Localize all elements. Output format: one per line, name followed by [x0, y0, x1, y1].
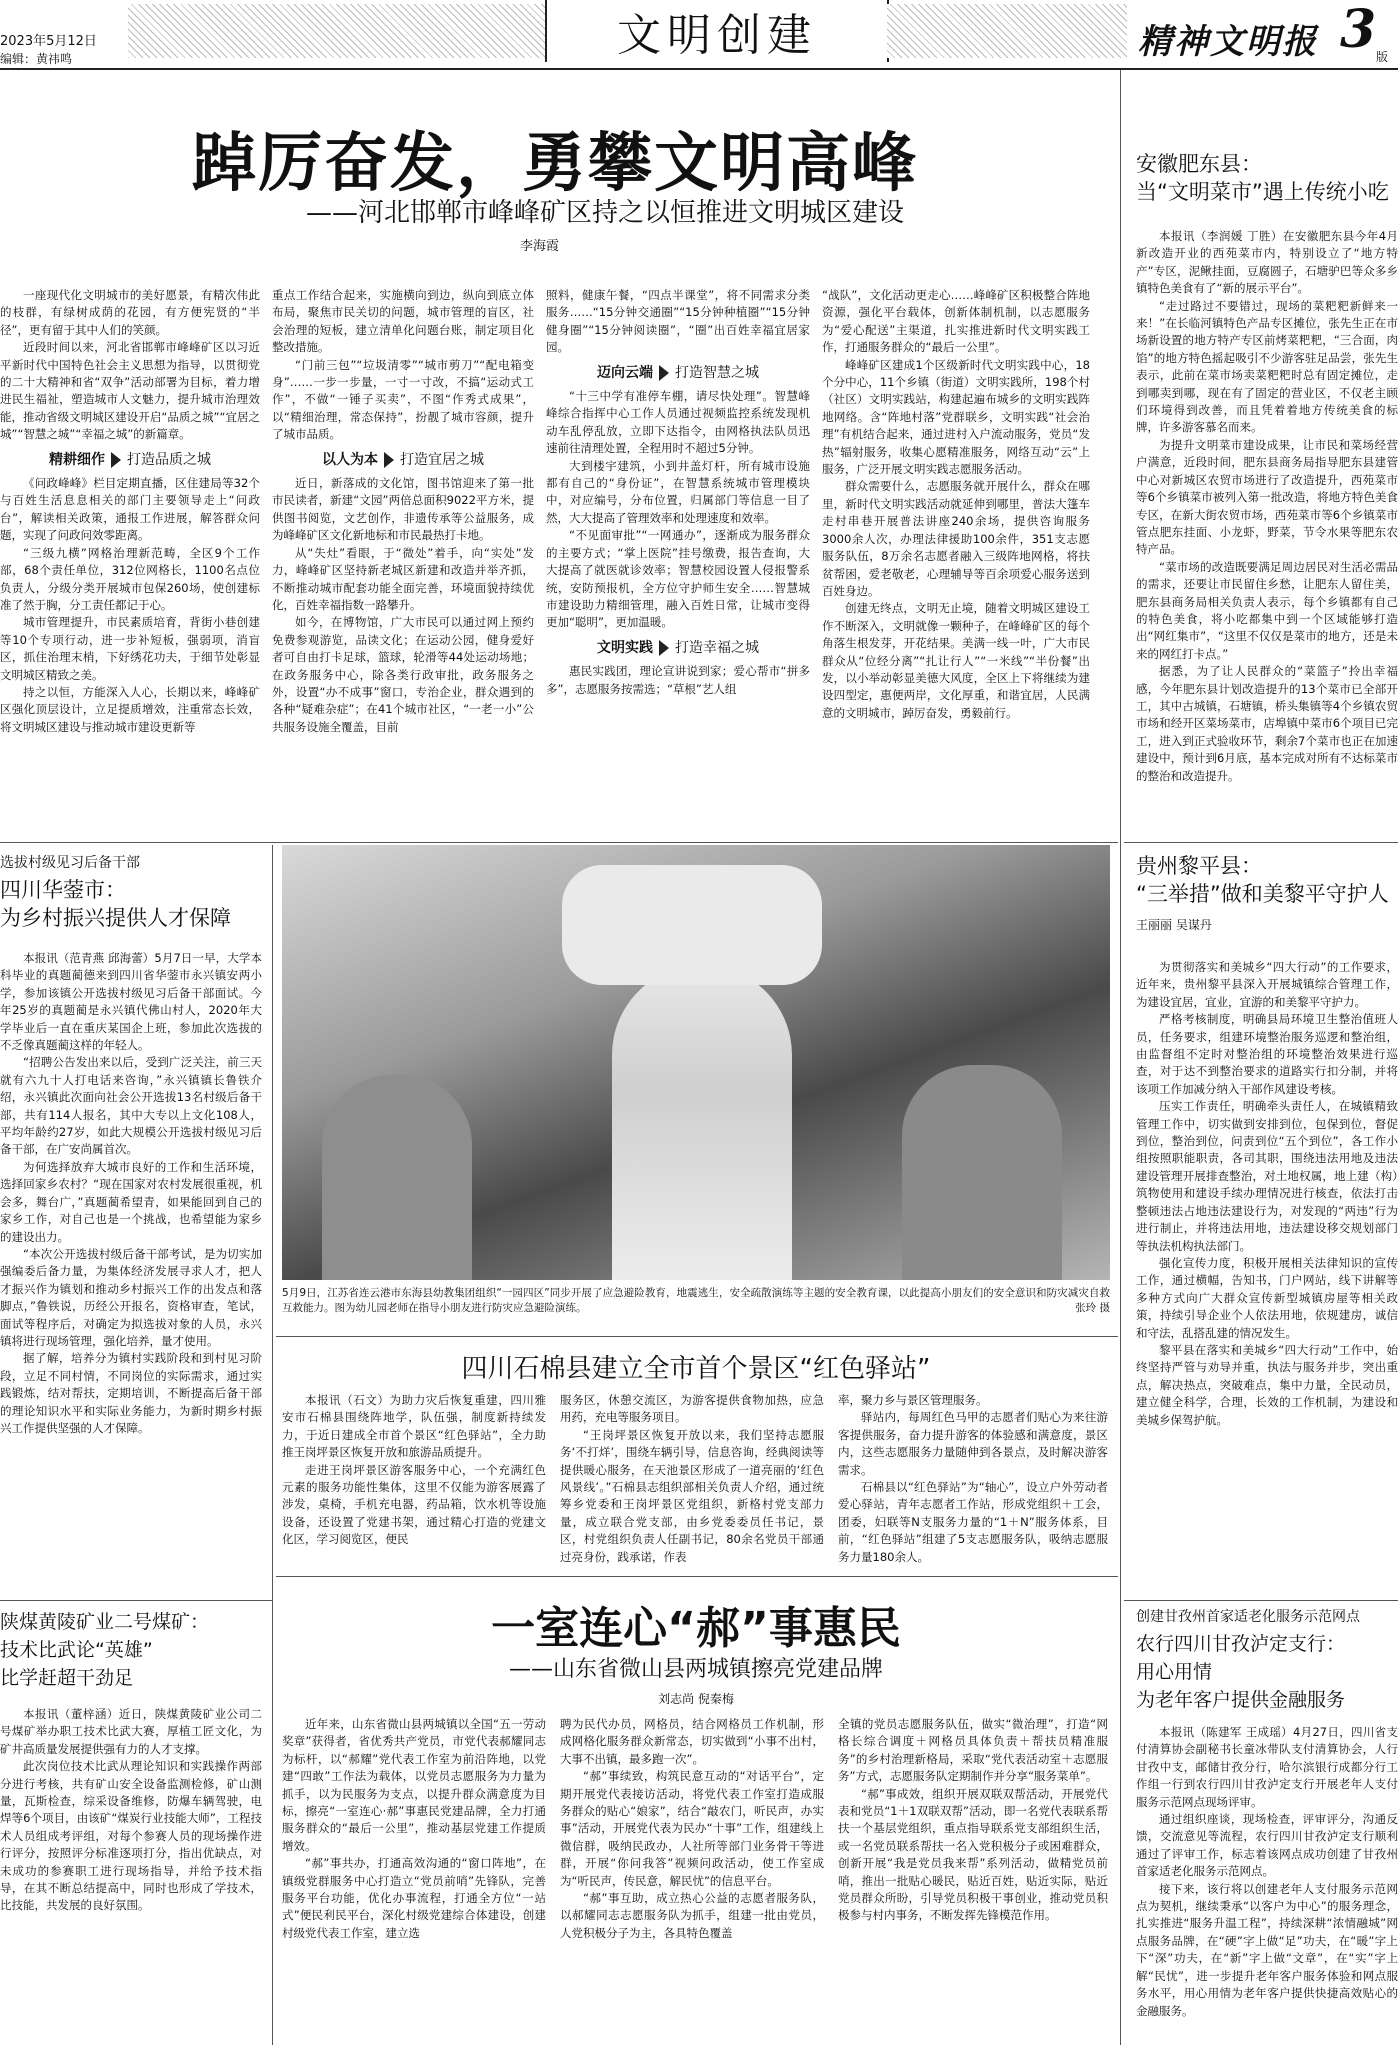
anhui-story	[1136, 150, 1398, 840]
subhead-arrow-icon	[384, 452, 394, 468]
subhead-refined-label: 精耕细作	[49, 451, 105, 468]
shaanxi-body	[0, 1706, 262, 2036]
guizhou-title-1: 贵州黎平县：	[1136, 854, 1262, 878]
lead-author: 李海霞	[520, 239, 560, 254]
lead-c2-p1: 重点工作结合起来，实施横向到边，纵向到底立体布局，聚焦市民关切的问题，城市管理的盲区，社会治理的短板，建立清单化问题台账，制定项目化整改措施。	[272, 288, 534, 355]
shandong-author: 刘志尚 倪秦梅	[658, 1692, 734, 1706]
photo-caption	[282, 1286, 1110, 1330]
ganzi-title-1: 农行四川甘孜泸定支行：	[1136, 1633, 1346, 1655]
shaanxi-title-2: 技术比武论“英雄”	[0, 1639, 153, 1661]
shandong-col-1	[282, 1716, 546, 2042]
huaying-title-2: 为乡村振兴提供人才保障	[0, 906, 231, 930]
subhead-refined-tail: 打造品质之城	[127, 451, 211, 468]
huaying-p3: 为何选择放弃大城市良好的工作和生活环境，选择回家乡农村？“现在国家对农村发展很重视，机会多，舞台广，”真题蔺希望青，如果能回到自己的家乡工作，对自己也是一个挑战，也希望能为家乡的建设出力。	[0, 1159, 262, 1244]
lead-column-1	[0, 287, 260, 842]
subhead-cloud-tail: 打造智慧之城	[675, 364, 759, 381]
lead-c1-p2: 近段时间以来，河北省邯郸市峰峰矿区以习近平新时代中国特色社会主义思想为指导，以贯彻党的二十大精神和省“双争”活动部署为目标，着力增进民生福祉，塑造城市人文魅力，提升城市治理效能，推动省级文明城区建设开启“品质之城”“宜居之城”“智慧之城”“幸福之城”的新篇章。	[0, 340, 260, 442]
lead-c2-p3: 近日，新落成的文化馆，图书馆迎来了第一批市民读者，新建“文园”两倍总面积9022平方米，提供图书阅览，文艺创作，非遗传承等公益服务，成为峰峰矿区文化新地标和市民最热打卡地。	[272, 476, 534, 543]
anhui-p5: 据悉，为了让人民群众的“菜篮子”拎出幸福感，今年肥东县计划改造提升的13个菜市已全部开工，其中古城镇，石塘镇，桥头集镇等4个乡镇农贸市场和经开区菜场菜市，店埠镇中菜市6个项目已完工，进入到正式验收环节，剩余7个菜市也正在加速建设中，预计到6月底，基本完成对所有不达标菜市的整治和改造提升。	[1136, 664, 1398, 783]
shandong-col-3	[838, 1716, 1108, 2042]
guizhou-p1: 为贯彻落实和美城乡“四大行动”的工作要求，近年来，贵州黎平县深入开展城镇综合管理工作，为建设宜居，宜业，宜游的和美黎平守护力。	[1136, 960, 1398, 1009]
page-label: 版	[1376, 50, 1389, 64]
ganzi-p2: 通过组织座谈，现场检查，评审评分，沟通反馈，交流意见等流程，农行四川甘孜泸定支行顺利通过了评审工作，标志着该网点成功创建了甘孜州首家适老化服务示范网点。	[1136, 1812, 1398, 1879]
guizhou-p4: 强化宣传力度，积极开展相关法律知识的宣传工作，通过横幅，告知书，门户网站，线下讲解等多种方式向广大群众宣传新型城镇房屋等相关政策，持续引导企业个人依法用地，依规建房，诚信和守法，乱搭乱建的情况发生。	[1136, 1255, 1398, 1340]
huaying-bottom-rule	[0, 1600, 272, 1601]
anhui-p2: “走过路过不要错过，现场的菜粑粑新鲜来一来！”在长临河镇特色产品专区摊位，张先生正在市场新设置的地方特产专区前烤菜粑粑，“三合面，肉馅”的地方特色摇起吸引不少游客驻足品尝，张先生表示，此前在菜市场卖菜粑粑时总有固定摊位，走到哪卖到哪，现在有了固定的营业区，不仅老主顾们环境得到改善，而且凭着着地方传统美食的标牌，许多游客慕名而来。	[1136, 298, 1398, 435]
photo-teacher-figure	[612, 965, 792, 1280]
lead-bottom-rule	[0, 842, 1118, 843]
lead-c4-p1: “战队”，文化活动更走心……峰峰矿区积极整合阵地资源，强化平台载体，创新体制机制，以志愿服务为“爱心配送”主渠道，扎实推进新时代文明实践工作，打通服务群众的“最后一公里”。	[822, 288, 1090, 355]
shaanxi-p2: 此次岗位技术比武从理论知识和实践操作两部分进行考核，共有矿山安全设备监测检修，矿山测量，瓦斯检查，综采设备维修，防爆车辆驾驶，电焊等6个项目，由该矿“煤炭行业技能大师”，工程技术人员组成考评组，对每个参赛人员的现场操作进行评分，按照评分标准逐项打分，指出优缺点，对未成功的参赛职工进行现场指导，并给予技术指导，在其不断总结提高中，同时也形成了学技术，比技能，共发展的良好氛围。	[0, 1759, 262, 1913]
photo-bottom-rule	[276, 1336, 1118, 1337]
news-photo	[282, 845, 1110, 1280]
masthead-right-hatch	[887, 4, 1127, 58]
subhead-arrow-icon	[111, 452, 121, 468]
photo-child-left	[322, 1075, 472, 1280]
masthead-left-hatch	[128, 4, 548, 58]
shaanxi-story	[0, 1608, 262, 2044]
lead-c3-p4: “不见面审批”“一网通办”，逐渐成为服务群众的主要方式；“掌上医院”挂号缴费，报告查询，大大提高了就医就诊效率；智慧校园设置人侵报警系统，安防预报机，全方位守护师生安全……智慧城市建设助力精细管理，融入百姓日常，让城市变得更加“聪明”，更加温暖。	[546, 528, 810, 630]
lead-c3-p2: “十三中学有准停车棚，请尽快处理”。智慧峰峰综合指挥中心工作人员通过视频监控系统发现机动车乱停乱放，立即下达指令，由网格执法队员迅速前往清理处置，全程用时不超过5分钟。	[546, 389, 810, 456]
anhui-title-1: 安徽肥东县：	[1136, 152, 1262, 176]
guizhou-body	[1136, 959, 1398, 1589]
huaying-p2: “招聘公告发出来以后，受到广泛关注，前三天就有六九十人打电话来咨询，”永兴镇镇长鲁铁介绍，永兴镇此次面向社会公开选拔13名村级后备干部，共有114人报名，其中大专以上文化108人，平均年龄约27岁，如此大规模公开选拔村级见习后备干部，在广安尚属首次。	[0, 1055, 262, 1157]
subhead-practice-tail: 打造幸福之城	[675, 639, 759, 656]
lead-c2-p5: 如今，在博物馆，广大市民可以通过网上预约免费参观游览，品读文化；在运动公园，健身爱好者可自由打卡足球，篮球，轮滑等44处运动场地；在政务服务中心，除各类行政审批，政务服务之外，设置“办不成事”窗口，专治企业，群众遇到的各种“疑难杂症”；在41个城市社区，“一老一小”公共服务设施全覆盖，目前	[272, 615, 534, 734]
subhead-people	[272, 452, 534, 469]
guizhou-p2: 严格考核制度，明确县局环境卫生整治值班人员，任务要求，组建环境整治服务巡逻和整治组，由监督组不定时对整治组的环境整治效果进行巡查，对于达不到整治要求的道路实行扣分制，并将该项工作加减分纳入干部作风建设考核。	[1136, 1012, 1398, 1096]
section-title: 文明创建	[617, 10, 817, 61]
shandong-c1-p2: “郝”事共办，打通高效沟通的“窗口阵地”，在镇级党群服务中心打造立“党员前哨”先锋队，完善服务平台功能，优化办事流程，打通全方位“一站式”便民利民平台，深化村级党建综合体建设，创建村级党代表工作室，建立选	[282, 1856, 546, 1940]
lead-title: 踔厉奋发，勇攀文明高峰	[192, 127, 918, 201]
guizhou-author: 王丽丽 吴谋丹	[1136, 918, 1212, 932]
red-station-c2-p1: 服务区，休憩交流区，为游客提供食物加热，应急用药，充电等服务项目。	[560, 1393, 824, 1425]
lead-c1-p5: 城市管理提升，市民素质培育，背街小巷创建等10个专项行动，进一步补短板，强弱项，消盲区，抓住治理末梢，下好绣花功夫，于细节处彰显文明城区精致之美。	[0, 615, 260, 682]
masthead-date: 2023年5月12日	[0, 34, 97, 49]
section-title-box	[545, 0, 889, 62]
lead-c1-p6: 持之以恒，方能深入人心，长期以来，峰峰矿区强化顶层设计，立足提质增效，注重常态长效，将文明城区建设与推动城市建设更新等	[0, 684, 260, 734]
ganzi-kicker: 创建甘孜州首家适老化服务示范网点	[1136, 1609, 1360, 1625]
anhui-body	[1136, 228, 1398, 838]
lead-column-3	[546, 287, 810, 842]
huaying-title-1: 四川华蓥市：	[0, 878, 126, 902]
huaying-kicker: 选拔村级见习后备干部	[0, 855, 140, 871]
guizhou-p5: 黎平县在落实和美城乡“四大行动”工作中，始终坚持严管与劝导并重，执法与服务并步，突出重点，解决热点，突破难点，集中力量，全民动员，建立健全科学，合理，长效的工作机制，为建设和美城乡保驾护航。	[1136, 1342, 1398, 1427]
ganzi-p1: 本报讯（陈建军 王成瑶）4月27日，四川省支付清算协会副秘书长童冰带队支付清算协会，人行甘孜中支，邮储甘孜分行，哈尔滨银行成都分行工作组一行到农行四川甘孜泸定支行开展老年人支付服务示范网点现场评审。	[1136, 1725, 1398, 1809]
anhui-p4: “菜市场的改造既要满足周边居民对生活必需品的需求，还要让市民留住乡愁，让肥东人留住美，肥东县商务局相关负责人表示，每个乡镇都有自己的特色美食，将小吃都集中到一个区域能够打造出“网红集市”，“这里不仅仅是菜市的地方，还是未来的网红打卡点。”	[1136, 559, 1398, 661]
subhead-arrow-icon	[659, 365, 669, 381]
huaying-story	[0, 852, 262, 1597]
ganzi-title-2: 用心用情	[1136, 1661, 1213, 1683]
shandong-c2-p2: “郝”事续致，构筑民意互动的“对话平台”，定期开展党代表接访活动，将党代表工作室打造成服务群众的贴心“娘家”，结合“敲农门，听民声，办实事”活动，开展党代表为民办“十事”工作，组建线上微信群，吸纳民政办，人社所等部门业务骨干等进群，开展“你问我答”视频问政活动，使工作室成为“听民声，传民意，解民忧”的信息平台。	[560, 1769, 824, 1888]
red-station-col-2	[560, 1392, 824, 1570]
huaying-body	[0, 950, 262, 1590]
guizhou-title-2: “三举措”做和美黎平守护人	[1136, 882, 1389, 906]
right-rail-divider	[1120, 70, 1121, 2045]
lead-c1-p1: 一座现代化文明城市的美好愿景，有精次伟此的枝群，有绿树成荫的花园，有方便宪贤的“半径”，更有留于其中人们的笑颜。	[0, 288, 260, 337]
subhead-cloud	[546, 365, 810, 382]
red-station-col-1	[282, 1392, 546, 1570]
red-station-c3-p3: 石棉县以“红色驿站”为“轴心”，设立户外劳动者爱心驿站，青年志愿者工作站，形成党组织＋工会，团委，妇联等N支服务力量的“1＋N”服务体系，目前，“红色驿站”组建了5支志愿服务队，吸纳志愿服务力量180余人。	[838, 1480, 1108, 1564]
shandong-subtitle: ——山东省微山县两城镇擦亮党建品牌	[508, 1657, 883, 1682]
lead-c2-p4: 从“失灶”看眼，于“微处”着手，向“实处”发力，峰峰矿区坚持新老城区新建和改造并举齐抓，不断推动城市配套功能全面完善，环境面貌持续优化，百姓幸福指数一路攀升。	[272, 545, 534, 612]
red-station-c2-p2: “王岗坪景区恢复开放以来，我们坚持志愿服务‘不打烊’，围绕车辆引导，信息咨询，经典阅读等提供暖心服务，在天池景区形成了一道亮丽的‘红色风景线’。”石棉县志组织部相关负责人介绍，通过统筹乡党委和王岗坪景区党组织，新格村党支部力量，成立联合党支部，由乡党委委员任书记，景区，村党组织负责人任副书记，80余名党员干部通过亮身份，践承诺，作表	[560, 1427, 824, 1564]
red-station-c1-p1: 本报讯（石文）为助力灾后恢复重建，四川雅安市石棉县围绕阵地学，队伍强，制度新持续发力，于近日建成全市首个景区“红色驿站”，全力助推王岗坪景区恢复开放和旅游品质提升。	[282, 1393, 546, 1460]
shaanxi-title-3: 比学赶超干劲足	[0, 1667, 134, 1689]
lead-subtitle: ——河北邯郸市峰峰矿区持之以恒推进文明城区建设	[305, 198, 904, 228]
red-station-c1-p2: 走进王岗坪景区游客服务中心，一个充满红色元素的服务功能性集体，这里不仅能为游客展露了涉发，桌椅，手机充电器，药品箱，饮水机等设施设备，还设置了党建书架，通过精心打造的党建文化区，学习阅览区，便民	[282, 1462, 546, 1547]
subhead-refined	[0, 452, 260, 469]
ganzi-title-3: 为老年客户提供金融服务	[1136, 1689, 1346, 1711]
anhui-p1: 本报讯（李润媛 丁胜）在安徽肥东县今年4月新改造开业的西苑菜市内，特别设立了“地方特产”专区，泥鳅挂面，豆腐圆子，石塘驴巴等众多乡镇特色美食有了“新的展示平台”。	[1136, 229, 1398, 296]
huaying-p1: 本报讯（范青燕 邱海蕾）5月7日一早，大学本科毕业的真题蔺德来到四川省华蓥市永兴镇安两小学，参加该镇公开选拔村级见习后备干部面试。今年25岁的真题蔺是永兴镇代佛山村人，2020年大学毕业后一直在重庆某国企上班，参加此次选拔的不乏像真题蔺这样的年轻人。	[0, 951, 262, 1053]
shandong-c3-p2: “郝”事成效，组织开展双联双帮活动，开展党代表和党员“1＋1双联双帮”活动，即一名党代表联系帮扶一个基层党组织，重点指导联系党支部组织生活，或一名党员联系帮扶一名入党积极分子或困难群众，创新开展“我是党员我来帮”系列活动，做精党员前哨，推出一批贴心暖民，贴近百姓，贴近实际，贴近党员群众所盼，引导党员积极干事创业，推动党员积极参与村内事务，不断发挥先锋模范作用。	[838, 1786, 1108, 1923]
red-station-col-3	[838, 1392, 1108, 1570]
subhead-people-label: 以人为本	[322, 451, 378, 468]
ganzi-p3: 接下来，该行将以创建老年人支付服务示范网点为契机，继续秉承“以客户为中心”的服务理念，扎实推进“服务升温工程”，持续深耕“浓情融城”网点服务品牌，在“硬”字上做“足”功夫，在“暖”字上下“深”功夫，在“新”字上做“文章”，在“实”字上解“民忧”，进一步提升老年客户服务体验和网点服务水平，用心用情为老年客户提供快捷高效贴心的金融服务。	[1136, 1881, 1398, 2018]
shandong-c2-p3: “郝”事互助，成立热心公益的志愿者服务队，以郝耀同志志愿服务队为抓手，组建一批由党员，人党积极分子为主，各具特色覆盖	[560, 1891, 824, 1940]
masthead-editor: 编辑：黄祎鸣	[0, 52, 73, 66]
lead-column-2	[272, 287, 534, 842]
huaying-p5: 据了解，培养分为镇村实践阶段和到村见习阶段，立足不同村情，不同岗位的实际需求，通过实践锻炼，结对帮扶，定期培训，不断提高后备干部的理论知识水平和实际业务能力，为新时期乡村振兴工作提供坚强的人才保障。	[0, 1351, 262, 1435]
shaanxi-p1: 本报讯（董梓涵）近日，陕煤黄陵矿业公司二号煤矿举办职工技术比武大赛，厚植工匠文化，为矿井高质量发展提供强有力的人才支撑。	[0, 1707, 262, 1756]
red-station-bottom-rule	[276, 1576, 1118, 1577]
ganzi-story	[1136, 1606, 1398, 2044]
lead-column-4	[822, 287, 1090, 842]
lead-c3-p3: 大到楼宇建筑，小到井盖灯杆，所有城市设施都有自己的“身份证”，在智慧系统城市管理模块中，对应编号，分布位置，归属部门等信息一目了然，大大提高了管理效率和处理速度和效率。	[546, 458, 810, 525]
lead-story	[0, 72, 1110, 842]
shandong-c1-p1: 近年来，山东省微山县两城镇以全国“五一劳动奖章”获得者，省优秀共产党员，市党代表郝耀同志为标杆，以“郝耀”党代表工作室为前沿阵地，以党建“四敢”工作法为载体，以党员志愿服务为力量为抓手，以为民服务为支点，以提升群众满意度为目标，擦亮“一室连心·郝”事惠民党建品牌，全力打通服务群众的“最后一公里”，推动基层党建工作提质增效。	[282, 1717, 546, 1853]
anhui-title-2: 当“文明菜市”遇上传统小吃	[1136, 180, 1389, 204]
anhui-bottom-rule	[1124, 842, 1398, 843]
lead-c3-p1: 照料，健康午餐，“四点半课堂”，将不同需求分类服务……“15分钟交通圈”“15分钟种植圈”“15分钟健身圈”“15分钟阅读圈”，“圈”出百姓幸福宜居家园。	[546, 288, 810, 355]
lead-c4-p2: 峰峰矿区建成1个区级新时代文明实践中心，18个分中心，11个乡镇（街道）文明实践所，198个村（社区）文明实践站，构建起遍布城乡的文明实践阵地网络。含“阵地村落”党群联乡，文明实践“社会治理”有机结合起来，通过进村入户流动服务，党员“发热”辐射服务，收集心愿精准服务，网络互动“云”上服务，广泛开展文明实践志愿服务活动。	[822, 357, 1090, 477]
lead-c3-p5: 惠民实践团，理论宣讲说到家；爱心帮市“拼多多”，志愿服务按需选；“草根”艺人组	[546, 664, 810, 696]
red-station-c3-p2: 驿站内，每周红色马甲的志愿者们贴心为来往游客提供服务，奋力提升游客的体验感和满意度，景区内，这些志愿服务力量随伸到各景点，及时解决游客需求。	[838, 1410, 1108, 1477]
red-station-title: 四川石棉县建立全市首个景区“红色驿站”	[461, 1354, 931, 1384]
shandong-col-2	[560, 1716, 824, 2042]
guizhou-story	[1136, 852, 1398, 1597]
subhead-practice	[546, 640, 810, 657]
subhead-people-tail: 打造宜居之城	[400, 451, 484, 468]
ganzi-body	[1136, 1724, 1398, 2024]
lead-c1-p3: 《问政峰峰》栏目定期直播，区住建局等32个与百姓生活息息相关的部门主要领导走上“问政台”，解读相关政策，通报工作进展，解答群众问题，实现了问政问效零距离。	[0, 476, 260, 543]
shandong-title: 一室连心“郝”事惠民	[491, 1603, 901, 1654]
lead-c4-p3: 群众需要什么，志愿服务就开展什么，群众在哪里，新时代文明实践活动就延伸到哪里，普法大篷车走村串巷开展普法讲座240余场，提供咨询服务3000余人次，办理法律援助100余件，351支志愿服务队伍，8万余名志愿者融入三级阵地网格，将扶贫帮困，爱老敬老，心理辅导等百余项爱心服务送到百姓身边。	[822, 479, 1090, 598]
guizhou-p3: 压实工作责任，明确牵头责任人，在城镇精致管理工作中，切实做到安排到位，包保到位，督促到位，整治到位，问责到位“五个到位”，各工作小组按照职能职责，各司其职，围绕违法用地及违法建设管理开展排查整治，对土地权属，地上建（构）筑物使用和建设手续办理情况进行核查，依法打击整顿违法占地违法建设行为，对发现的“两违”行为进行制止，并将违法用地，违法建设移交规划部门等执法机构执法部门。	[1136, 1099, 1398, 1253]
photo-cushion-shape	[562, 865, 822, 985]
photo-caption-text: 5月9日，江苏省连云港市东海县幼教集团组织“一园四区”同步开展了应急避险教育，地震逃生，安全疏散演练等主题的安全教育课，以此提高小朋友们的安全意识和防灾减灾自救互救能力。图为幼儿园老师在指导小朋友进行防灾应急避险演练。	[282, 1287, 1110, 1314]
lead-c1-p4: “三级九横”网格治理新范畴，全区9个工作部，68个责任单位，312位网格长，1100名点位负责人，分级分类开展城市包保260场，使创建标准了然于胸，分工责任都记于心。	[0, 545, 260, 612]
anhui-p3: 为提升文明菜市建设成果，让市民和菜场经营户满意，近段时间，肥东县商务局指导肥东县建管中心对新城区农贸市场进行了改造提升，西苑菜市等6个乡镇菜市被列入第一批改造，将地方特色美食专区，在新大街农贸市场，西苑菜市等6个乡镇菜市管点肥东挂面、小龙虾，野菜，节令水果等肥东农特产品。	[1136, 437, 1398, 557]
shandong-c3-p1: 全镇的党员志愿服务队伍，做实“微治理”，打造“网格长综合调度＋网格员具体负责＋帮扶员精准服务”的乡村治理新格局，采取“党代表活动室＋志愿服务”方式，志愿服务队定期制作并分享“服务菜单”。	[838, 1717, 1108, 1784]
left-rail-divider	[272, 845, 273, 2045]
subhead-practice-label: 文明实践	[597, 639, 653, 656]
guizhou-bottom-rule	[1124, 1600, 1398, 1601]
shandong-c2-p1: 聘为民代办员，网格员，结合网格员工作机制，形成网格化服务群众新常态，切实做到“小事不出村，大事不出镇，最多跑一次”。	[560, 1717, 824, 1766]
photo-credit: 张玲 摄	[1075, 1302, 1110, 1314]
lead-c2-p2: “门前三包”“垃圾清零”“城市剪刀”“配电箱变身”……一步一步量，一寸一寸改，不搞“运动式工作”，不做“一锤子买卖”，不图“作秀式成果”，以“精细治理，常态保持”，扮靓了城市容颜，提升了城市品质。	[272, 357, 534, 442]
photo-child-right	[902, 1065, 1062, 1280]
lead-c4-p4: 创建无终点，文明无止境，随着文明城区建设工作不断深入，文明就像一颗种子，在峰峰矿区的每个角落生根发芽，开花结果。美满一线一叶，广大市民群众从“位经分离”“扎让行人”“一米线”“半份餐”出发，以小举动彰显美德大风度，全区上下将继续为建设四型定，惠便两岸，文化厚重，和谐宜居，人民满意的文明城市，踔厉奋发，勇毅前行。	[822, 601, 1090, 720]
huaying-p4: “本次公开选拔村级后备干部考试，是为切实加强编委后备力量，为集体经济发展寻求人才，把人才振兴作为镇划和推动乡村振兴工作的出发点和落脚点，”鲁铁说，历经公开报名，资格审查，笔试，面试等程序后，对确定为拟选拔对象的人员，永兴镇将进行现场管理，强化培养，量才使用。	[0, 1246, 262, 1348]
page-number: 3	[1340, 0, 1377, 60]
masthead-rule	[0, 68, 1398, 70]
subhead-arrow-icon	[659, 640, 669, 656]
paper-name: 精神文明报	[1138, 22, 1318, 62]
subhead-cloud-label: 迈向云端	[597, 364, 653, 381]
red-station-c3-p1: 率，聚力乡与景区管理服务。	[838, 1393, 988, 1407]
shaanxi-title-1: 陕煤黄陵矿业二号煤矿：	[0, 1611, 210, 1633]
